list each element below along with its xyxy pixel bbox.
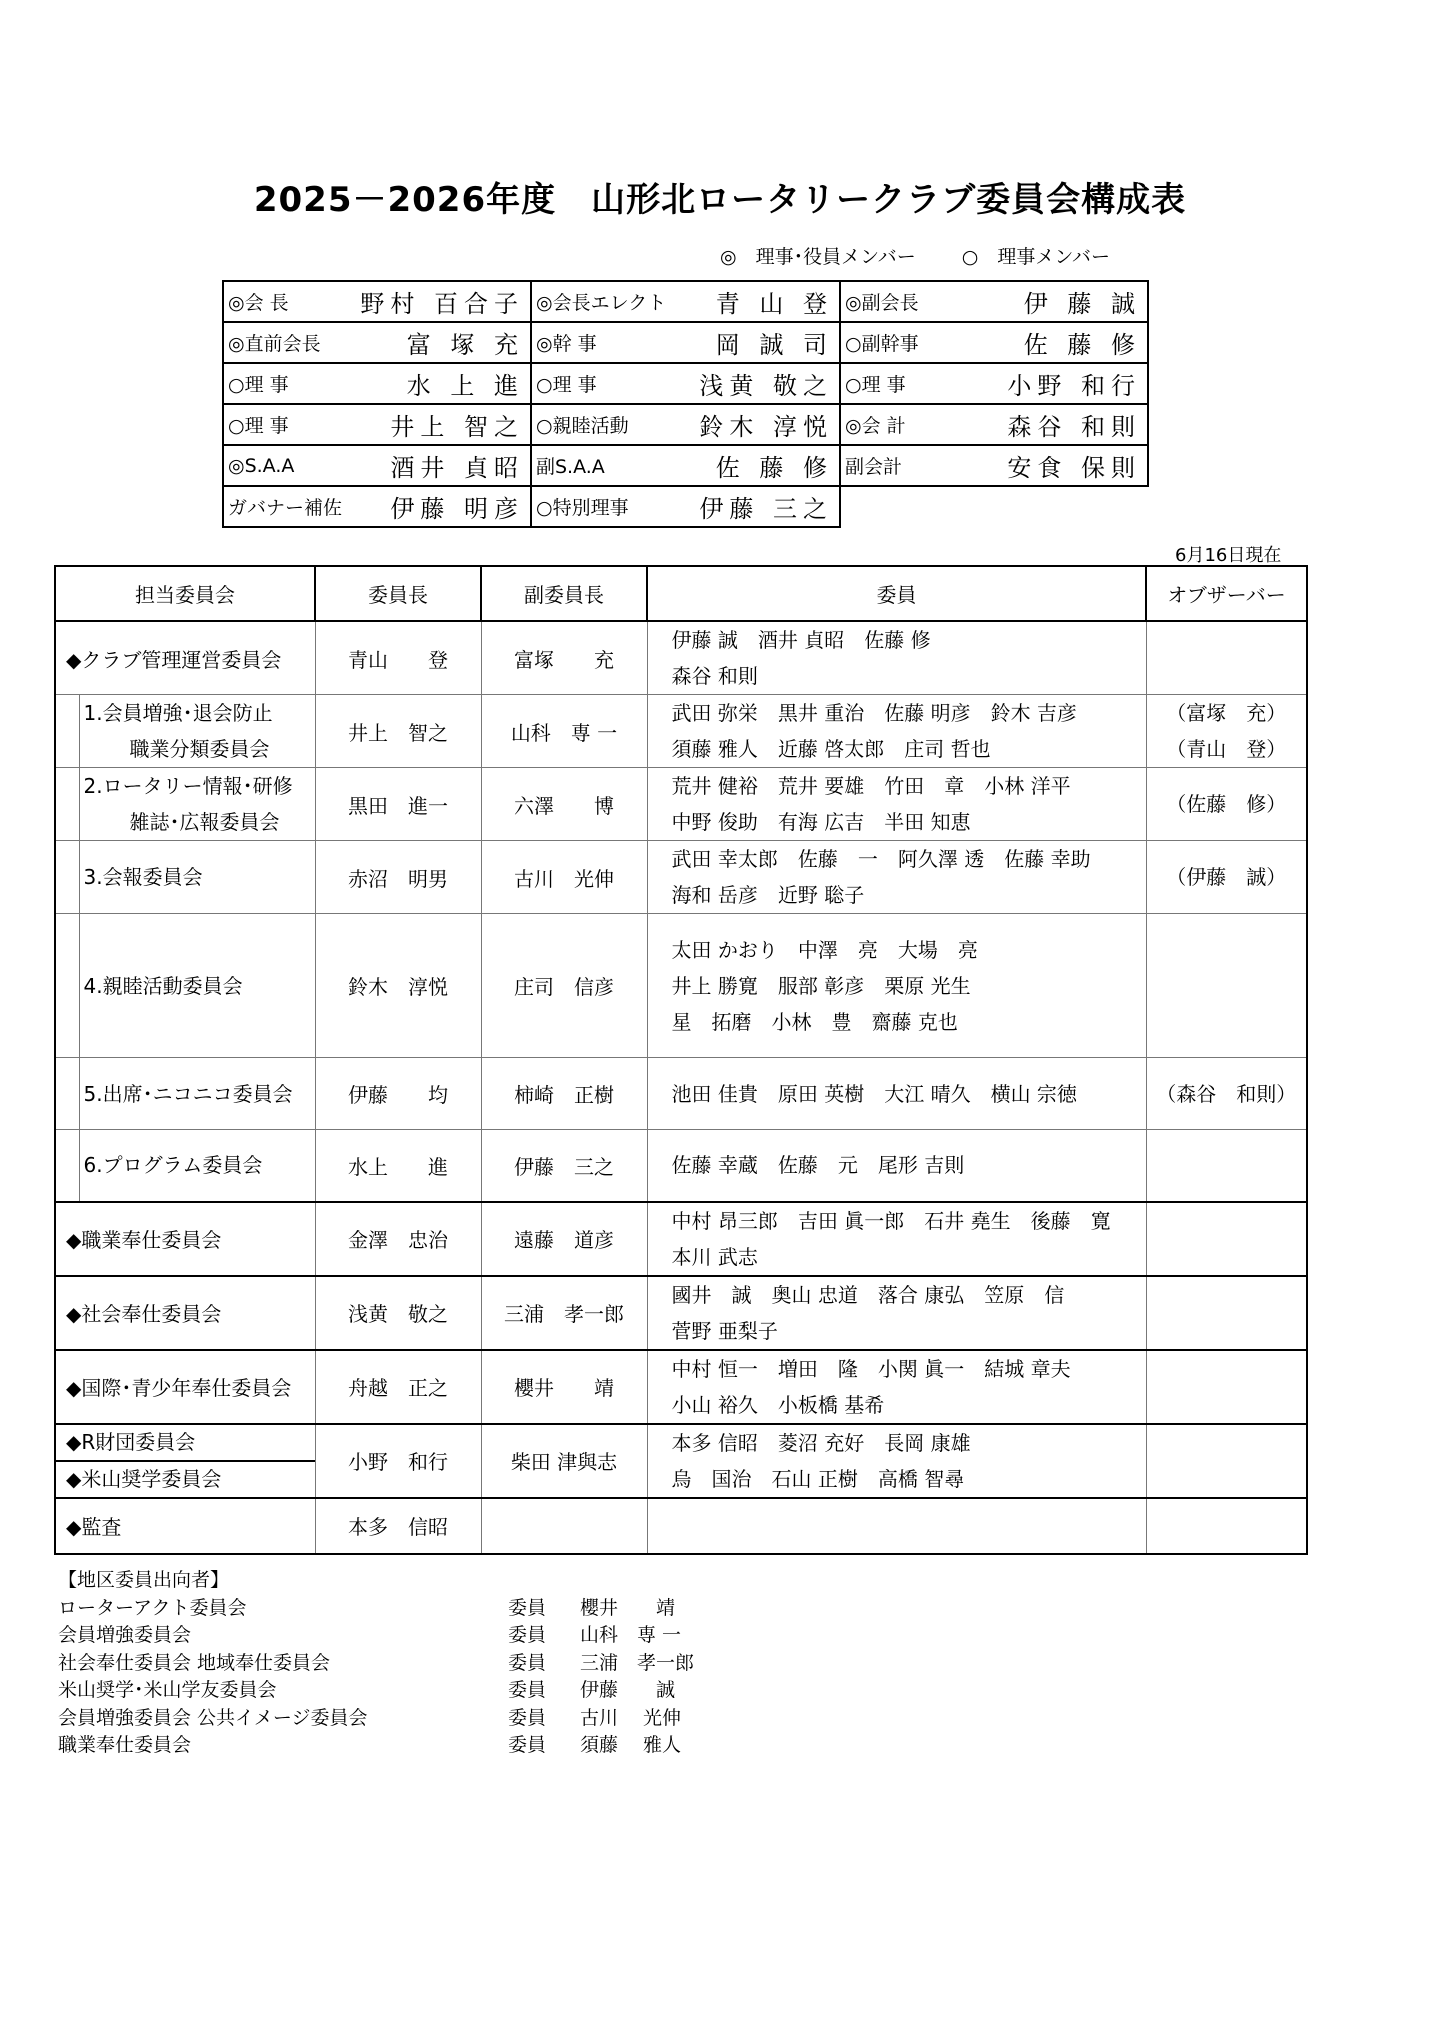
district-role: 委員 [508, 1679, 547, 1701]
members [647, 1130, 1146, 1202]
committee-name [79, 1058, 315, 1130]
committee-row [55, 768, 1307, 841]
members [647, 1350, 1146, 1424]
members [647, 1202, 1146, 1276]
vice-chair: 三浦 孝一郎 [481, 1276, 647, 1350]
officer-cell [223, 404, 531, 445]
header-observer: オブザーバー [1146, 566, 1307, 621]
vice-chair: 遠藤 道彦 [481, 1202, 647, 1276]
indent-cell [55, 695, 79, 768]
committee-row [55, 841, 1307, 914]
observer [1146, 621, 1307, 695]
committee-name [79, 914, 315, 1058]
officer-entry [532, 487, 839, 526]
observer-line: （森谷 和則） [1156, 1081, 1297, 1106]
officers-table [222, 280, 1149, 528]
officer-entry [841, 282, 1147, 321]
officer-cell [531, 363, 840, 404]
committee-name: ◆監査 [55, 1498, 315, 1554]
district-role: 委員 [508, 1651, 547, 1674]
officer-cell [840, 363, 1148, 404]
members [647, 1276, 1146, 1350]
vice-chair: 櫻井 靖 [481, 1350, 647, 1424]
observer [1146, 1058, 1307, 1130]
indent-cell [55, 914, 79, 1058]
officer-role: 副S.A.A [536, 456, 605, 478]
district-name: 須藤 雅人 [580, 1734, 682, 1756]
committee-name-split [55, 1424, 315, 1498]
chair: 金澤 忠治 [315, 1202, 481, 1276]
officer-role: ○理 事 [845, 374, 906, 396]
committee-name-line: 6.プログラム委員会 [83, 1153, 263, 1178]
members [647, 621, 1146, 695]
officer-cell [840, 486, 1148, 527]
officer-name: 小野 和行 [1007, 372, 1141, 400]
district-item [58, 1705, 694, 1733]
officer-entry [224, 282, 530, 321]
observer-line: （佐藤 修） [1166, 792, 1287, 816]
member-line: 武田 幸太郎 佐藤 一 阿久澤 透 佐藤 幸助 [671, 847, 1091, 871]
member-line: 武田 弥栄 黒井 重治 佐藤 明彦 鈴木 吉彦 [671, 701, 1077, 725]
district-name: 櫻井 靖 [580, 1596, 676, 1619]
officer-name: 井上 智之 [390, 413, 524, 441]
officer-role: ガバナー補佐 [228, 497, 343, 519]
officer-cell [223, 363, 531, 404]
officer-entry [841, 323, 1147, 362]
officer-role: ◎会長エレクト [536, 292, 667, 314]
indent-cell [55, 768, 79, 841]
members [647, 768, 1146, 841]
district-heading: 【地区委員出向者】 [58, 1569, 230, 1591]
chair: 黒田 進一 [315, 768, 481, 841]
vice-chair: 六澤 博 [481, 768, 647, 841]
officer-role: 副会計 [845, 456, 903, 478]
officer-name: 伊藤 明彦 [390, 495, 524, 523]
indent-cell [55, 841, 79, 914]
member-line: 中村 恒一 増田 隆 小関 眞一 結城 章夫 [671, 1356, 1071, 1381]
vice-chair: 庄司 信彦 [481, 914, 647, 1058]
officer-row [223, 322, 1148, 363]
officer-cell [223, 281, 531, 322]
officer-row [223, 445, 1148, 486]
officer-entry [532, 405, 839, 444]
committee-name-line: 2.ロータリー情報･研修 [83, 774, 293, 798]
page-title: 2025－2026年度 山形北ロータリークラブ委員会構成表 [253, 180, 1187, 220]
legend-board: ○ 理事メンバー [961, 246, 1111, 268]
committee-row [55, 621, 1307, 695]
committee-name-line: 4.親睦活動委員会 [83, 973, 243, 998]
officer-entry [224, 487, 530, 526]
officer-role: ◎直前会長 [228, 333, 321, 355]
members [647, 1498, 1146, 1554]
member-line: 海和 岳彦 近野 聡子 [671, 883, 865, 907]
officer-cell [531, 281, 840, 322]
officer-role: ◎会 計 [845, 415, 906, 437]
committee-name-line: 5.出席･ニコニコ委員会 [83, 1081, 293, 1106]
vice-chair: 富塚 充 [481, 621, 647, 695]
header-vice-chair: 副委員長 [481, 566, 647, 621]
observer [1146, 914, 1307, 1058]
officer-name: 酒井 貞昭 [390, 454, 524, 482]
district-name: 山科 専 一 [580, 1624, 682, 1646]
observer [1146, 1130, 1307, 1202]
chair: 伊藤 均 [315, 1058, 481, 1130]
observer-line: （富塚 充） [1166, 701, 1287, 725]
vice-chair: 柴田 津與志 [481, 1424, 647, 1498]
district-role: 委員 [508, 1706, 547, 1729]
officer-name: 佐 藤 修 [1023, 331, 1141, 359]
committee-row [55, 1058, 1307, 1130]
officer-entry [224, 364, 530, 403]
district-section [58, 1567, 694, 1760]
officer-cell [531, 404, 840, 445]
officer-role: ◎幹 事 [536, 333, 597, 355]
vice-chair: 柿崎 正樹 [481, 1058, 647, 1130]
officer-cell [840, 281, 1148, 322]
observer-line: （伊藤 誠） [1166, 865, 1287, 889]
member-line: 本川 武志 [671, 1244, 758, 1269]
chair: 赤沼 明男 [315, 841, 481, 914]
officer-entry [532, 282, 839, 321]
officer-name: 浅黄 敬之 [699, 372, 833, 400]
district-role: 委員 [508, 1624, 547, 1646]
observer [1146, 695, 1307, 768]
member-line: 佐藤 幸蔵 佐藤 元 尾形 吉則 [671, 1153, 965, 1178]
committee-row [55, 1276, 1307, 1350]
district-item [58, 1595, 694, 1623]
officer-row [223, 486, 1148, 527]
member-line: 小山 裕久 小板橋 基希 [671, 1392, 885, 1417]
officer-role: ◎S.A.A [228, 454, 295, 477]
officer-cell [840, 322, 1148, 363]
district-name: 三浦 孝一郎 [580, 1651, 695, 1674]
header-committee: 担当委員会 [55, 566, 315, 621]
member-line: 中野 俊助 有海 広吉 半田 知恵 [671, 810, 971, 834]
member-line: 星 拓磨 小林 豊 齋藤 克也 [671, 1009, 958, 1034]
officer-name: 水 上 進 [406, 372, 524, 400]
officer-entry [532, 323, 839, 362]
observer-line: （青山 登） [1166, 737, 1287, 761]
officer-name: 伊 藤 誠 [1023, 290, 1141, 318]
committee-name [79, 841, 315, 914]
committee-name [79, 695, 315, 768]
header-row [55, 566, 1307, 621]
chair: 浅黄 敬之 [315, 1276, 481, 1350]
district-name: 伊藤 誠 [580, 1679, 676, 1701]
committee-table [54, 565, 1308, 1555]
chair: 青山 登 [315, 621, 481, 695]
observer [1146, 1276, 1307, 1350]
member-line: 菅野 亜梨子 [671, 1318, 778, 1343]
officer-role: ○理 事 [228, 374, 289, 396]
officer-cell [223, 486, 531, 527]
member-line: 國井 誠 奥山 忠道 落合 康弘 笠原 信 [671, 1282, 1065, 1307]
officer-entry [841, 446, 1147, 485]
committee-name: ◆職業奉仕委員会 [55, 1202, 315, 1276]
district-committee: 会員増強委員会 公共イメージ委員会 [58, 1706, 368, 1729]
officer-role: ○特別理事 [536, 497, 629, 519]
vice-chair: 山科 専 一 [481, 695, 647, 768]
officer-entry [532, 364, 839, 403]
district-committee: ローターアクト委員会 [58, 1596, 247, 1619]
committee-name: ◆クラブ管理運営委員会 [55, 621, 315, 695]
vice-chair: 伊藤 三之 [481, 1130, 647, 1202]
committee-name: ◆社会奉仕委員会 [55, 1276, 315, 1350]
officer-name: 岡 誠 司 [715, 331, 833, 359]
officer-role: ○理 事 [536, 374, 597, 396]
members [647, 841, 1146, 914]
officer-name: 森谷 和則 [1007, 413, 1141, 441]
officer-cell [840, 404, 1148, 445]
officer-name: 佐 藤 修 [715, 454, 833, 482]
observer [1146, 768, 1307, 841]
committee-name-line: 3.会報委員会 [83, 865, 203, 889]
committee-row [55, 1130, 1307, 1202]
members [647, 695, 1146, 768]
committee-name [79, 768, 315, 841]
officer-role: ◎副会長 [845, 292, 919, 314]
district-item [58, 1650, 694, 1678]
officer-entry [841, 364, 1147, 403]
committee-name: ◆R財団委員会 [56, 1425, 315, 1462]
chair: 小野 和行 [315, 1424, 481, 1498]
officer-entry [841, 405, 1147, 444]
member-line: 荒井 健裕 荒井 要雄 竹田 章 小林 洋平 [671, 774, 1071, 798]
officer-name: 青 山 登 [715, 290, 833, 318]
legend [720, 242, 1150, 269]
officer-entry [532, 446, 839, 485]
district-role: 委員 [508, 1596, 547, 1619]
officer-role: ◎会 長 [228, 292, 289, 314]
officer-entry [224, 405, 530, 444]
member-line: 烏 国治 石山 正樹 高橋 智尋 [671, 1466, 965, 1491]
officer-name: 安食 保則 [1007, 454, 1141, 482]
officer-cell [531, 486, 840, 527]
member-line: 太田 かおり 中澤 亮 大場 亮 [671, 937, 978, 962]
member-line: 池田 佳貴 原田 英樹 大江 晴久 横山 宗徳 [671, 1081, 1077, 1106]
officer-role: ○理 事 [228, 415, 289, 437]
officer-role: ○副幹事 [845, 333, 919, 355]
header-chair: 委員長 [315, 566, 481, 621]
officer-entry [224, 446, 530, 485]
member-line: 本多 信昭 菱沼 充好 長岡 康雄 [671, 1430, 971, 1455]
committee-name-line: 職業分類委員会 [129, 737, 270, 761]
officer-entry [224, 323, 530, 362]
chair: 鈴木 淳悦 [315, 914, 481, 1058]
district-committee: 職業奉仕委員会 [58, 1734, 192, 1756]
district-item [58, 1732, 694, 1760]
header-members: 委員 [647, 566, 1146, 621]
legend-board-officer: ◎ 理事･役員メンバー [720, 246, 916, 268]
committee-name-line: 1.会員増強･退会防止 [83, 701, 273, 725]
district-name: 古川 光伸 [580, 1706, 682, 1729]
district-role: 委員 [508, 1734, 547, 1756]
member-line: 伊藤 誠 酒井 貞昭 佐藤 修 [671, 628, 931, 652]
indent-cell [55, 1058, 79, 1130]
members [647, 1058, 1146, 1130]
committee-name [79, 1130, 315, 1202]
observer [1146, 1424, 1307, 1498]
officer-cell [223, 322, 531, 363]
officer-name: 野村 百合子 [360, 290, 524, 318]
officer-cell [531, 322, 840, 363]
indent-cell [55, 1130, 79, 1202]
officer-name: 鈴木 淳悦 [699, 413, 833, 441]
chair: 本多 信昭 [315, 1498, 481, 1554]
committee-name: ◆国際･青少年奉仕委員会 [55, 1350, 315, 1424]
officer-name: 富 塚 充 [406, 331, 524, 359]
observer [1146, 1498, 1307, 1554]
officer-cell [840, 445, 1148, 486]
observer [1146, 841, 1307, 914]
chair: 井上 智之 [315, 695, 481, 768]
district-committee: 会員増強委員会 [58, 1624, 192, 1646]
members [647, 1424, 1146, 1498]
officer-cell [223, 445, 531, 486]
officer-name: 伊藤 三之 [699, 495, 833, 523]
member-line: 井上 勝寛 服部 彰彦 栗原 光生 [671, 973, 971, 998]
member-line: 森谷 和則 [671, 664, 758, 688]
committee-name: ◆米山奨学委員会 [66, 1466, 222, 1491]
district-committee: 米山奨学･米山学友委員会 [58, 1679, 277, 1701]
member-line: 須藤 雅人 近藤 啓太郎 庄司 哲也 [671, 737, 991, 761]
officer-cell [531, 445, 840, 486]
member-line: 中村 昂三郎 吉田 眞一郎 石井 堯生 後藤 寛 [671, 1208, 1111, 1233]
officer-row [223, 281, 1148, 322]
vice-chair: 古川 光伸 [481, 841, 647, 914]
district-item [58, 1622, 694, 1650]
committee-row [55, 1350, 1307, 1424]
committee-name-line: 雑誌･広報委員会 [129, 810, 280, 834]
vice-chair [481, 1498, 647, 1554]
district-committee: 社会奉仕委員会 地域奉仕委員会 [58, 1651, 331, 1674]
officer-row [223, 404, 1148, 445]
observer [1146, 1202, 1307, 1276]
committee-row [55, 1498, 1307, 1554]
as-of-date: 6月16日現在 [1175, 545, 1282, 566]
committee-row [55, 914, 1307, 1058]
observer [1146, 1350, 1307, 1424]
committee-row [55, 1202, 1307, 1276]
chair: 舟越 正之 [315, 1350, 481, 1424]
members [647, 914, 1146, 1058]
officer-row [223, 363, 1148, 404]
officer-role: ○親睦活動 [536, 415, 629, 437]
committee-row [55, 1424, 1307, 1498]
committee-row [55, 695, 1307, 768]
district-item [58, 1677, 694, 1705]
chair: 水上 進 [315, 1130, 481, 1202]
